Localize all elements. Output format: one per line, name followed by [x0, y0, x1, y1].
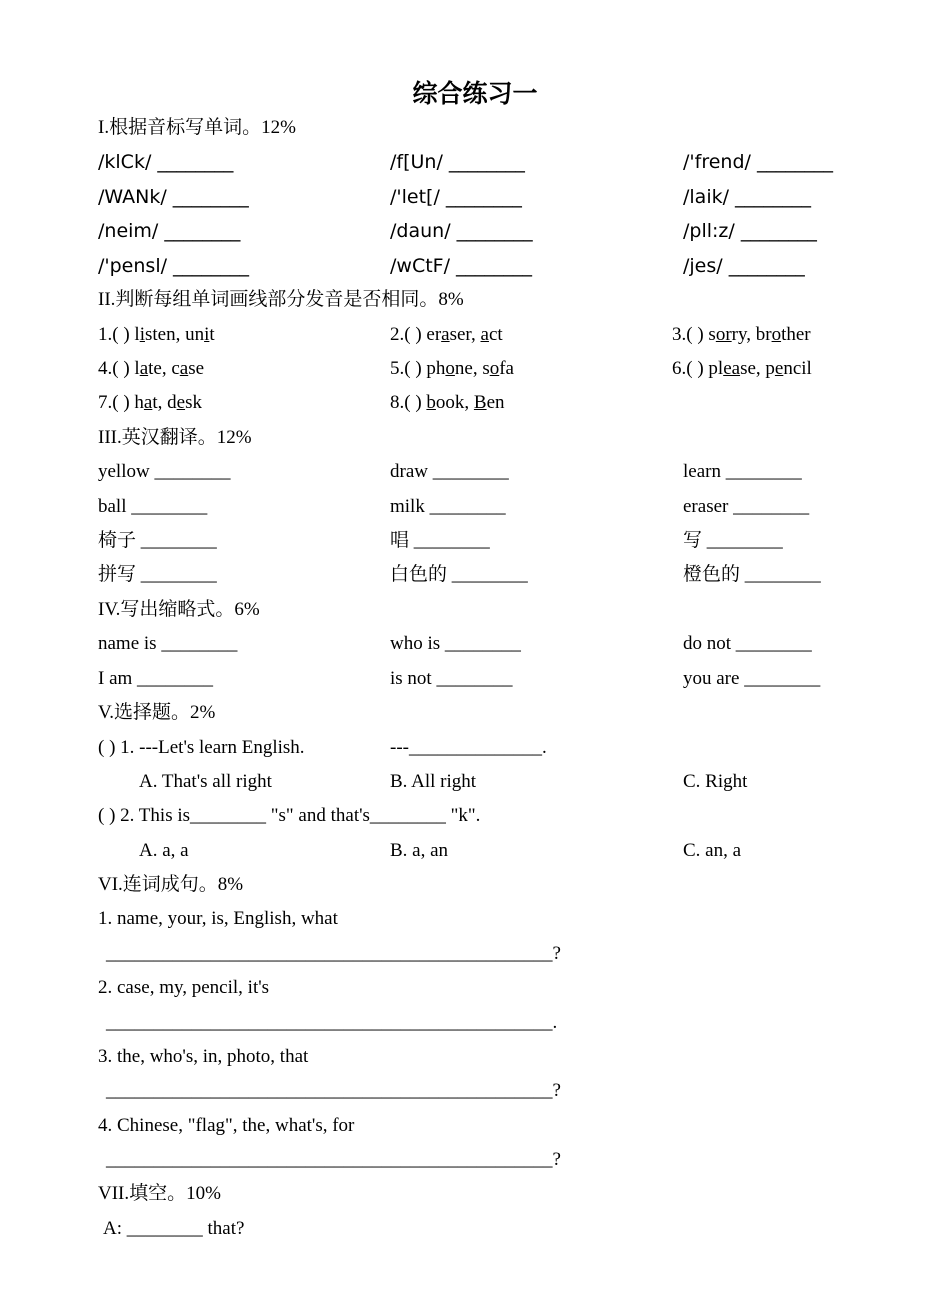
sound-row [0, 322, 950, 348]
translate-row [0, 528, 950, 554]
word-order-row [0, 906, 950, 932]
contraction-row [0, 666, 950, 692]
section-heading: II.判断每组单词画线部分发音是否相同。8% [98, 289, 464, 310]
fill-blank-line: A: ________ that? [103, 1218, 245, 1239]
phonetic-row [0, 253, 950, 279]
question-row [0, 735, 950, 761]
contraction-item: name is ________ [98, 633, 238, 654]
section-heading: V.选择题。2% [98, 702, 216, 723]
sound-item: 6.( ) please, pencil [672, 358, 812, 379]
section-3-heading-row [0, 425, 950, 451]
section-6-heading-row [0, 872, 950, 898]
phonetic-item: /jes/ ________ [683, 255, 805, 277]
sound-row [0, 390, 950, 416]
sound-item: 7.( ) hat, desk [98, 392, 202, 413]
fill-blank-row [0, 1216, 950, 1242]
answer-line: _______________________________________________? [106, 1080, 561, 1101]
question-stem: ( ) 2. This is________ "s" and that's________ "k". [98, 805, 481, 826]
section-heading: VI.连词成句。8% [98, 874, 244, 895]
option-a: A. That's all right [139, 771, 272, 792]
word-order-row [0, 1113, 950, 1139]
translate-item: 写 ________ [683, 530, 783, 551]
translate-row [0, 459, 950, 485]
answer-line-row [0, 1147, 950, 1173]
translate-item: eraser ________ [683, 496, 810, 517]
translate-item: 唱 ________ [390, 530, 490, 551]
translate-item: ball ________ [98, 496, 208, 517]
translate-item: 白色的 ________ [390, 564, 528, 585]
word-order-words: 3. the, who's, in, photo, that [98, 1046, 309, 1067]
translate-item: 拼写 ________ [98, 564, 217, 585]
contraction-item: you are ________ [683, 668, 821, 689]
word-order-words: 1. name, your, is, English, what [98, 908, 338, 929]
answer-line: _______________________________________________? [106, 1149, 561, 1170]
translate-item: draw ________ [390, 461, 509, 482]
translate-item: 椅子 ________ [98, 530, 217, 551]
section-1-heading-row [0, 115, 950, 141]
translate-row [0, 562, 950, 588]
phonetic-item: /daun/ ________ [390, 220, 533, 242]
option-c: C. an, a [683, 840, 742, 861]
option-b: B. a, an [390, 840, 449, 861]
sound-item: 4.( ) late, case [98, 358, 205, 379]
phonetic-row [0, 184, 950, 210]
section-7-heading-row [0, 1181, 950, 1207]
word-order-words: 4. Chinese, "flag", the, what's, for [98, 1115, 355, 1136]
phonetic-item: /'let[/ ________ [390, 186, 522, 208]
contraction-item: who is ________ [390, 633, 521, 654]
option-a: A. a, a [139, 840, 189, 861]
answer-line-row [0, 1078, 950, 1104]
answer-line-row [0, 1010, 950, 1036]
sound-item: 5.( ) phone, sofa [390, 358, 514, 379]
answer-line: _______________________________________________? [106, 943, 561, 964]
contraction-item: do not ________ [683, 633, 812, 654]
phonetic-item: /WANk/ ________ [98, 186, 249, 208]
contraction-item: is not ________ [390, 668, 513, 689]
phonetic-item: /neim/ ________ [98, 220, 241, 242]
section-heading: III.英汉翻译。12% [98, 427, 252, 448]
phonetic-item: /f[Un/ ________ [390, 151, 525, 173]
contraction-item: I am ________ [98, 668, 214, 689]
option-c: C. Right [683, 771, 748, 792]
options-row [0, 838, 950, 864]
phonetic-row [0, 149, 950, 175]
section-2-heading-row [0, 287, 950, 313]
section-heading: IV.写出缩略式。6% [98, 599, 260, 620]
sound-row [0, 356, 950, 382]
phonetic-item: /wCtF/ ________ [390, 255, 533, 277]
section-4-heading-row [0, 597, 950, 623]
word-order-row [0, 975, 950, 1001]
option-b: B. All right [390, 771, 477, 792]
phonetic-item: /'frend/ ________ [683, 151, 833, 173]
translate-item: 橙色的 ________ [683, 564, 821, 585]
section-5-heading-row [0, 700, 950, 726]
section-heading: I.根据音标写单词。12% [98, 117, 296, 138]
answer-blank: ---______________. [390, 737, 547, 758]
translate-item: learn ________ [683, 461, 802, 482]
translate-item: yellow ________ [98, 461, 231, 482]
sound-item: 2.( ) eraser, act [390, 324, 503, 345]
section-heading: VII.填空。10% [98, 1183, 221, 1204]
sound-item: 8.( ) book, Ben [390, 392, 505, 413]
question-row [0, 803, 950, 829]
question-stem: ( ) 1. ---Let's learn English. [98, 737, 305, 758]
answer-line-row [0, 941, 950, 967]
sound-item: 1.( ) listen, unit [98, 324, 215, 345]
phonetic-item: /'pensl/ ________ [98, 255, 250, 277]
answer-line: _______________________________________________. [106, 1012, 558, 1033]
translate-item: milk ________ [390, 496, 506, 517]
word-order-words: 2. case, my, pencil, it's [98, 977, 270, 998]
sound-item: 3.( ) sorry, brother [672, 324, 811, 345]
translate-row [0, 494, 950, 520]
options-row [0, 769, 950, 795]
page-title: 综合练习一 [412, 79, 538, 108]
phonetic-item: /klCk/ ________ [98, 151, 234, 173]
phonetic-item: /laik/ ________ [683, 186, 812, 208]
word-order-row [0, 1044, 950, 1070]
contraction-row [0, 631, 950, 657]
phonetic-item: /pll:z/ ________ [683, 220, 817, 242]
phonetic-row [0, 218, 950, 244]
